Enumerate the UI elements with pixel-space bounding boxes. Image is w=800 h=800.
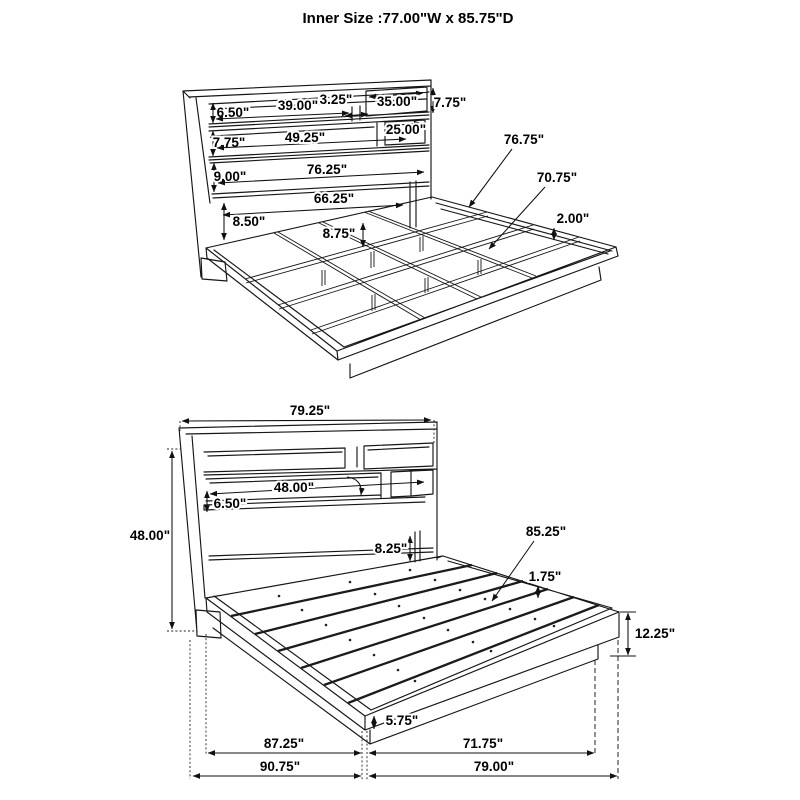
dim-shelf2-height (213, 131, 246, 156)
dim-panel-height (214, 163, 247, 192)
dim-label: 8.25" (374, 541, 408, 556)
dim-support-height (323, 223, 363, 247)
dim-deck-length (208, 736, 361, 753)
cross-slats (245, 212, 580, 334)
perspective-view (183, 80, 618, 378)
dim-cubby-width (369, 93, 423, 109)
dim-base-panel-width (223, 191, 403, 215)
dim-slat-length (492, 524, 566, 601)
dim-deck-width (369, 736, 594, 753)
dim-panel-width (218, 162, 424, 183)
dim-label: 48.00" (129, 528, 171, 543)
dim-base-panel-height (224, 203, 265, 240)
dim-label: 8.75" (322, 226, 356, 241)
dim-headboard-height (130, 451, 172, 629)
dim-overall-length (193, 759, 361, 776)
dim-label: 39.00" (277, 98, 319, 113)
dim-label: 1.75" (528, 569, 562, 584)
dim-label: 79.25" (289, 403, 331, 418)
dim-cubby2-width (386, 122, 426, 137)
dim-platform-height (628, 613, 675, 655)
dim-headboard-width (182, 403, 431, 421)
dim-label: 25.00" (385, 122, 427, 137)
dim-label: 87.25" (263, 736, 305, 751)
dim-label: 76.75" (503, 132, 545, 147)
dim-rail-lip-height (554, 211, 589, 240)
dim-label: 8.50" (232, 214, 266, 229)
dim-cubby-height (433, 88, 466, 113)
dim-label: 9.00" (213, 169, 247, 184)
extension-lines-dashed (595, 640, 618, 779)
page-title: Inner Size :77.00"W x 85.75"D (302, 10, 514, 27)
dim-shelf2-width (217, 130, 406, 148)
dim-label: 6.50" (216, 105, 250, 120)
dim-inner-length (489, 170, 577, 249)
dim-label: 48.00" (273, 480, 315, 495)
dim-label: 12.25" (634, 626, 676, 641)
dim-label: 3.25" (319, 92, 353, 107)
dim-label: 35.00" (376, 94, 418, 109)
dim-label: 85.25" (525, 524, 567, 539)
dim-label: 79.00" (473, 759, 515, 774)
dim-label: 70.75" (536, 170, 578, 185)
dim-label: 76.25" (306, 162, 348, 177)
dim-shelf1-height (213, 103, 249, 123)
dim-label: 90.75" (259, 759, 301, 774)
dim-label: 71.75" (462, 736, 504, 751)
dim-label: 49.25" (284, 130, 326, 145)
dim-label: 2.00" (556, 211, 590, 226)
dim-label: 7.75" (212, 135, 246, 150)
dim-label: 6.50" (213, 496, 247, 511)
dim-overall-width (369, 759, 617, 776)
slat-screw-dots (278, 569, 556, 683)
dim-clearance-height (375, 536, 410, 561)
front-view (130, 403, 675, 780)
tick-lines (610, 612, 636, 656)
dim-label: 7.75" (433, 95, 467, 110)
dim-label: 5.75" (385, 713, 419, 728)
dim-rail-length (469, 132, 544, 207)
dim-base-height (374, 713, 418, 729)
dim-label: 66.25" (313, 191, 355, 206)
